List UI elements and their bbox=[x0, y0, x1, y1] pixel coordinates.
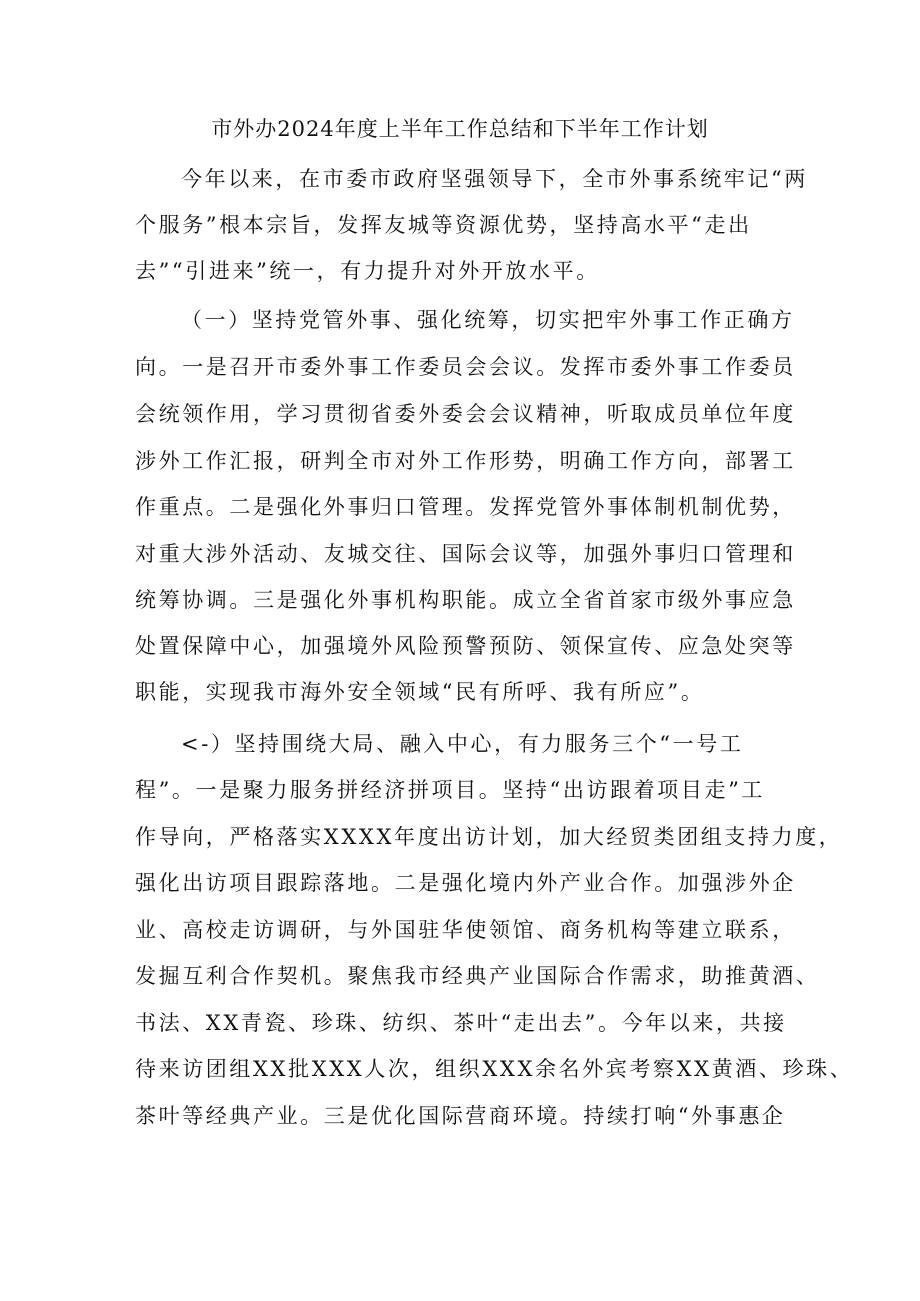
section-2-line-3: 作导向，严格落实XXXX年度出访计划，加大经贸类团组支持力度， bbox=[135, 825, 843, 849]
section-2-line-8: 待来访团组XX批XXX人次，组织XXX余名外宾考察XX黄酒、珍珠、 bbox=[135, 1057, 854, 1081]
section-2-line-1: <-）坚持围绕大局、融入中心，有力服务三个“一号工 bbox=[181, 732, 744, 756]
section-2-line-4: 强化出访项目跟踪落地。二是强化境内外产业合作。加强涉外企 bbox=[135, 871, 796, 895]
paragraph-1-line-2: 个服务”根本宗旨，发挥友城等资源优势，坚持高水平“走出 bbox=[135, 213, 752, 237]
section-2-line-7: 书法、XX青瓷、珍珠、纺织、茶叶“走出去”。今年以来，共接 bbox=[135, 1011, 787, 1035]
section-1-line-8: 处置保障中心，加强境外风险预警预防、领保宣传、应急处突等 bbox=[135, 634, 796, 658]
section-2-line-2: 程”。一是聚力服务拼经济拼项目。坚持“出访跟着项目走”工 bbox=[135, 778, 766, 802]
section-1-line-2: 向。一是召开市委外事工作委员会会议。发挥市委外事工作委员 bbox=[135, 355, 796, 379]
section-1-line-5: 作重点。二是强化外事归口管理。发挥党管外事体制机制优势， bbox=[135, 495, 796, 519]
section-1-line-9: 职能，实现我市海外安全领域“民有所呼、我有所应”。 bbox=[135, 680, 705, 704]
section-1-line-6: 对重大涉外活动、友城交往、国际会议等，加强外事归口管理和 bbox=[135, 542, 796, 566]
section-2-line-6: 发掘互利合作契机。聚焦我市经典产业国际合作需求，助推黄酒、 bbox=[135, 964, 820, 988]
section-2-line-5: 业、高校走访调研，与外国驻华使领馆、商务机构等建立联系， bbox=[135, 918, 796, 942]
section-2-line-9: 茶叶等经典产业。三是优化国际营商环境。持续打响“外事惠企 bbox=[135, 1104, 786, 1128]
paragraph-1-line-1: 今年以来，在市委市政府坚强领导下，全市外事系统牢记“两 bbox=[181, 167, 808, 191]
section-1-line-3: 会统领作用，学习贯彻省委外委会会议精神，听取成员单位年度 bbox=[135, 402, 796, 426]
section-1-line-4: 涉外工作汇报，研判全市对外工作形势，明确工作方向，部署工 bbox=[135, 449, 796, 473]
section-1-line-1: （一）坚持党管外事、强化统筹，切实把牢外事工作正确方 bbox=[181, 308, 795, 332]
document-title: 市外办2024年度上半年工作总结和下半年工作计划 bbox=[211, 117, 709, 141]
paragraph-1-line-3: 去”“引进来”统一，有力提升对外开放水平。 bbox=[135, 259, 600, 283]
section-1-line-7: 统筹协调。三是强化外事机构职能。成立全省首家市级外事应急 bbox=[135, 588, 796, 612]
